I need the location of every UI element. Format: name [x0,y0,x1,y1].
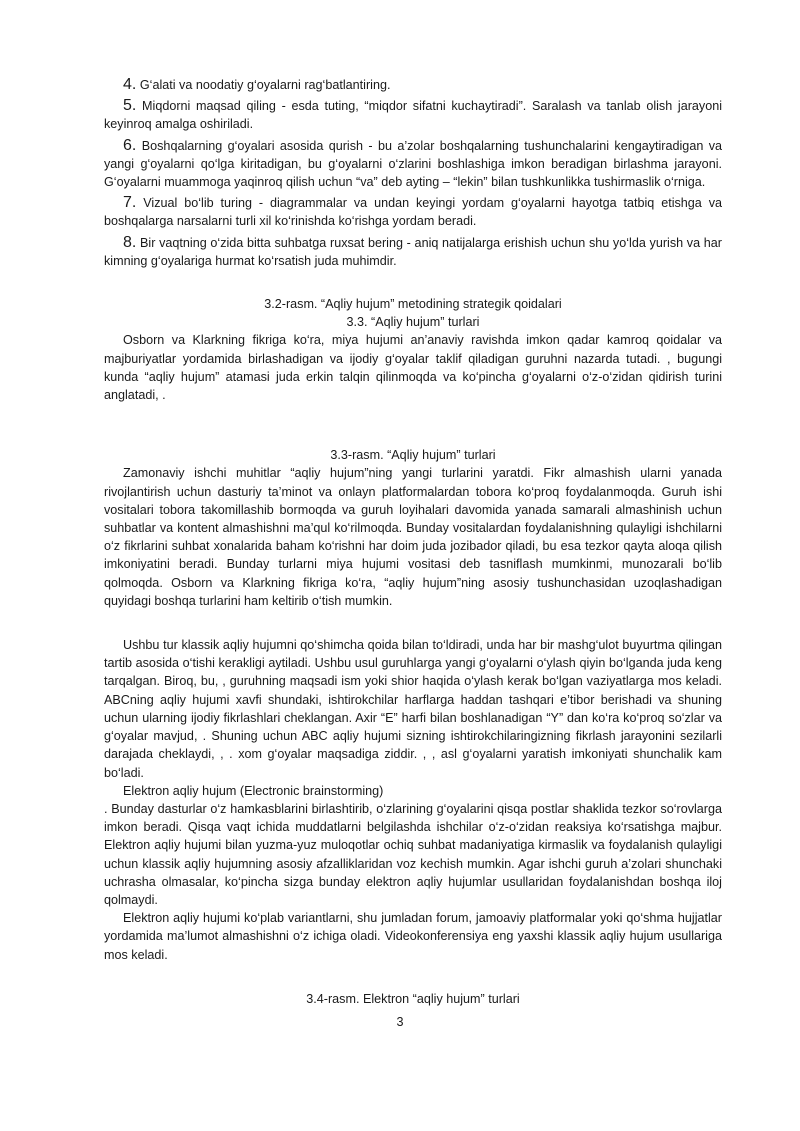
rule-item-5 [104,97,722,133]
figure-caption-3-3: 3.3-rasm. “Aqliy hujum” turlari [330,448,496,463]
rule-item-7 [104,194,722,230]
rule-text: G‘alati va noodatiy g‘oyalarni rag‘batlantiring. [139,78,391,92]
rule-text: Miqdorni maqsad qiling - esda tuting, “miqdor sifatni kuchaytiradi”. Saralash va tanlab olish jarayoni keyinroq amalga oshiriladi. [104,99,722,132]
rule-item-6 [104,137,722,192]
subheading-electronic-brainstorming: Elektron aqliy hujum (Electronic brainstorming) [123,783,384,798]
rule-item-4 [104,76,722,94]
rule-number: 7. [123,194,137,212]
page-number: 3 [396,1015,404,1029]
rule-number: 5. [123,97,137,115]
rule-text: Boshqalarning g‘oyalari asosida qurish - bu a’zolar boshqalarning tushunchalarini kengaytiradigan va yangi g‘oyalarni qo‘lga kiritadigan, bu g‘oyalarni o‘zlarini boshlashiga imkon beradigan birlashma jarayoni. G‘oyalarni muammoga yaqinroq qilish uchun “va” deb ayting – “lekin” bilan tushkunlikka tushirmaslik o‘rniga. [104,138,723,190]
paragraph-zamonaviy: Zamonaviy ishchi muhitlar “aqliy hujum”ning yangi turlarini yaratdi. Fikr almashish ularni yanada rivojlantirish uchun dasturiy ta’minot va onlayn platformalardan tobora ko‘proq foydalanmoqda. Guruh ishi vositalari tobora takomillashib bormoqda va guruh loyihalari davomida yanada samarali almashinish uchun suhbatlar va kontent almashishni ma’qul ko‘rilmoqda. Bunday vositalardan foydalanishning qulayligi ishchilarni o‘z fikrlarini suhbat xonalarida baham ko‘rishni har doim juda jozibador qiladi, bu esa tezkor qayta aloqa qilish imkoniyatini beradi. Bunday turlarni miya hujumi vositasi deb tasniflash mumkinmi, munozarali bo‘lib qolmoqda. Osborn va Klarkning fikriga ko‘ra, “aqliy hujum”ning asosiy tushunchasidan uzoqlashadigan quyidagi boshqa turlarini ham keltirib o‘tish mumkin. [104,466,722,608]
paragraph-abc: Ushbu tur klassik aqliy hujumni qo‘shimcha qoida bilan to‘ldiradi, unda har bir mashg‘ulot buyurtma qilingan tartib asosida o‘tishi kerakligi aytiladi. Ushbu usul guruhlarga yangi g‘oyalarni o‘ylash qiyin bo‘lganda juda keng tarqalgan. Biroq, bu, , guruhning maqsadi ism yoki shior haqida o‘ylash kerak bo‘lgan vaziyatlarga mos keladi. ABCning aqliy hujumi xavfi shundaki, ishtirokchilar harflarga haddan tashqari e’tibor berishadi va shuning uchun ularning ijodiy fikrlashlari cheklangan. Axir “E” harfi bilan boshlanadigan “Y” dan ko‘ra ko‘proq so‘zlar va g‘oyalar mavjud, . Shuning uchun ABC aqliy hujumi sizning ishtirokchilaringizning fikrlash jarayonini sezilarli darajada cheklaydi, , . xom g‘oyalar maqsadiga ziddir. , , asl g‘oyalarni yaratish imkoniyati shunchalik kam bo‘ladi. [104,638,722,780]
paragraph-osborn: Osborn va Klarkning fikriga ko‘ra, miya hujumi an’anaviy ravishda imkon qadar kamroq qoidalar va majburiyatlar yordamida birlashadigan va ijodiy g‘oyalar taklif qiladigan guruhni nazarda tutadi. , bugungi kunda “aqliy hujum” atamasi juda erkin talqin qilinmoqda va ko‘pincha g‘oyalarni o‘z-o‘zidan qidirish turini anglatadi, . [104,333,722,403]
rule-number: 4. [123,76,137,93]
rule-text: Vizual bo‘lib turing - diagrammalar va undan keyingi yordam g‘oyalarni hayotga tatbiq etishga va boshqalarga narsalarni turli xil ko‘rinishda ko‘rishga yordam beradi. [104,196,723,229]
rule-number: 6. [123,136,137,154]
figure-caption-3-2: 3.2-rasm. “Aqliy hujum” metodining strategik qoidalari [264,297,562,312]
paragraph-electronic-1: . Bunday dasturlar o‘z hamkasblarini birlashtirib, o‘zlarining g‘oyalarini qisqa postlar shaklida tezkor so‘rovlarga imkon beradi. Qisqa vaqt ichida muddatlarni belgilashda ishchilar o‘z-o‘zidan reaksiya ko‘rsatishga majbur. Elektron aqliy hujumi bilan yuzma-yuz muloqotlar ochiq suhbat madaniyatiga kirmaslik va foydalanish qulayligi uchun klassik aqliy hujumning asosiy afzalliklaridan voz kechish mumkin. Agar ishchi guruh a’zolari shunchaki uchrasha olmasalar, ko‘pincha sizga bunday elektron aqliy hujumlar usullaridan foydalanishdan boshqa iloj qolmaydi. [104,801,722,907]
section-heading-3-3: 3.3. “Aqliy hujum” turlari [346,315,480,330]
paragraph-electronic-2: Elektron aqliy hujumi ko‘plab variantlarni, shu jumladan forum, jamoaviy platformalar yoki qo‘shma hujjatlar yordamida ma’lumot almashishni o‘z ichiga oladi. Videokonferensiya eng yaxshi klassik aqliy hujum usullariga mos keladi. [104,911,722,962]
figure-caption-3-4: 3.4-rasm. Elektron “aqliy hujum” turlari [306,991,520,1006]
rule-number: 8. [123,233,137,251]
rule-text: Bir vaqtning o‘zida bitta suhbatga ruxsat bering - aniq natijalarga erishish uchun shu yo‘lda yurish va har kimning g‘oyalariga hurmat ko‘rsatish juda muhimdir. [104,235,722,268]
rule-item-8 [104,234,722,270]
